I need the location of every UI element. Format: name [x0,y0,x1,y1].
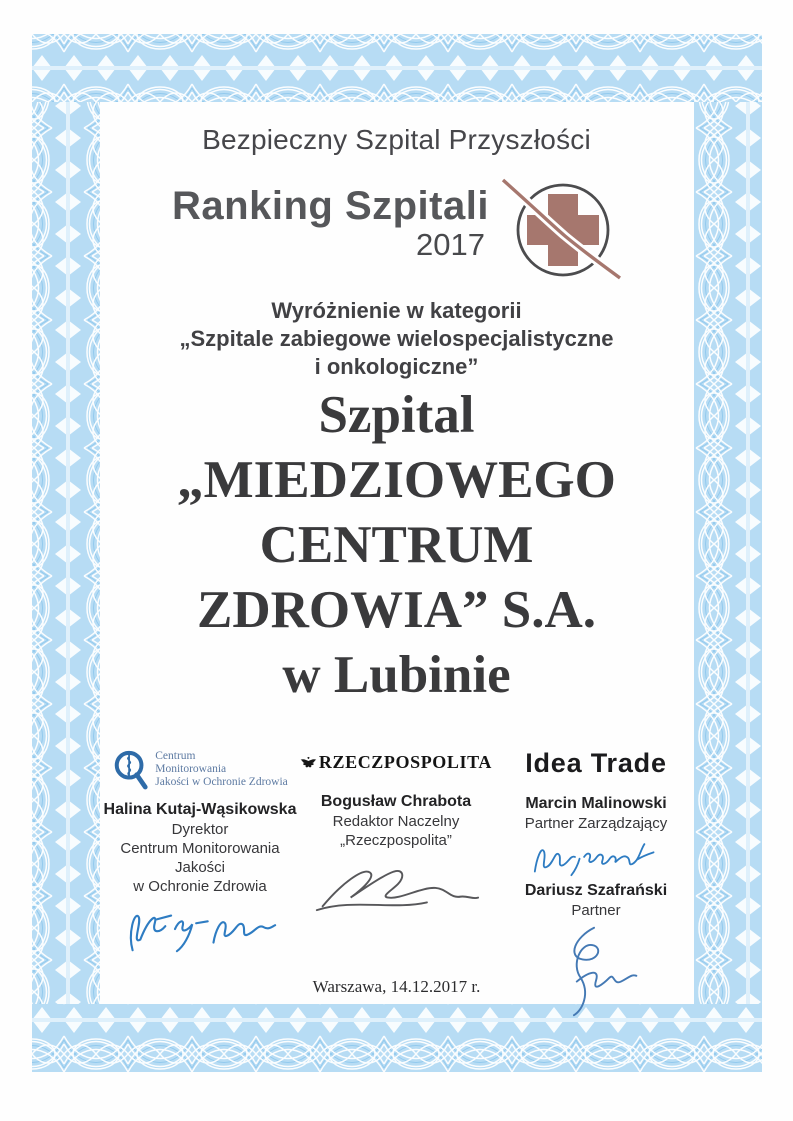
signatory-rzeczpospolita [300,752,492,914]
award-line: Wyróżnienie w kategorii [271,298,522,323]
medical-cross-swoosh-icon [499,178,621,284]
award-line: i onkologiczne” [314,354,479,379]
ranking-logo-block [0,178,793,284]
q-aesculap-staff-icon [112,746,150,792]
signatory-role: „Rzeczpospolita” [340,832,452,849]
cmj-logo [100,746,300,792]
hospital-name-block [0,383,793,708]
signature-chrabota [306,858,486,914]
signatory-role: w Ochronie Zdrowia [133,878,267,895]
cmj-text-line: Monitorowania [155,762,227,775]
hospital-name-line: Szpital [318,386,475,444]
ranking-year: 2017 [416,227,485,262]
certificate-subtitle: Bezpieczny Szpital Przyszłości [202,124,591,155]
hospital-name-line: CENTRUM [259,516,534,574]
hospital-name-line: w Lubinie [282,646,511,704]
signature-kutaj-wasikowska [118,904,282,956]
signature-szafranski [550,922,642,1020]
eagle-emblem-icon [300,753,317,773]
signatory-role: Redaktor Naczelny [332,813,460,830]
signature-malinowski [520,835,672,877]
signatory-cmj [100,746,300,956]
signatory-name: Halina Kutaj-Wąsikowska [103,801,297,818]
signatory-role: Dyrektor [171,821,229,838]
place-and-date: Warszawa, 14.12.2017 r. [312,977,481,996]
signatory-role: Partner [571,902,621,919]
hospital-name-line: „MIEDZIOWEGO [177,451,616,509]
rzeczpospolita-logo-text: RZECZPOSPOLITA [318,752,492,772]
ranking-logotype [172,178,489,263]
idea-trade-logo: Idea Trade [525,748,667,778]
signatory-name: Marcin Malinowski [525,795,667,812]
cmj-logo-text [155,750,288,789]
hospital-name-line: ZDROWIA” S.A. [196,581,597,639]
signatory-role: Partner Zarządzający [524,815,668,832]
award-line: „Szpitale zabiegowe wielospecjalistyczne [179,326,614,351]
rzeczpospolita-logo [300,752,492,773]
cmj-text-line: Centrum [155,749,196,762]
signatory-role: Centrum Monitorowania Jakości [120,840,280,876]
cmj-text-line: Jakości w Ochronie Zdrowia [155,775,288,788]
award-category-block [0,297,793,381]
signatory-name: Dariusz Szafrański [524,882,668,899]
ranking-title: Ranking Szpitali [172,184,489,228]
signatory-name: Bogusław Chrabota [320,793,472,810]
